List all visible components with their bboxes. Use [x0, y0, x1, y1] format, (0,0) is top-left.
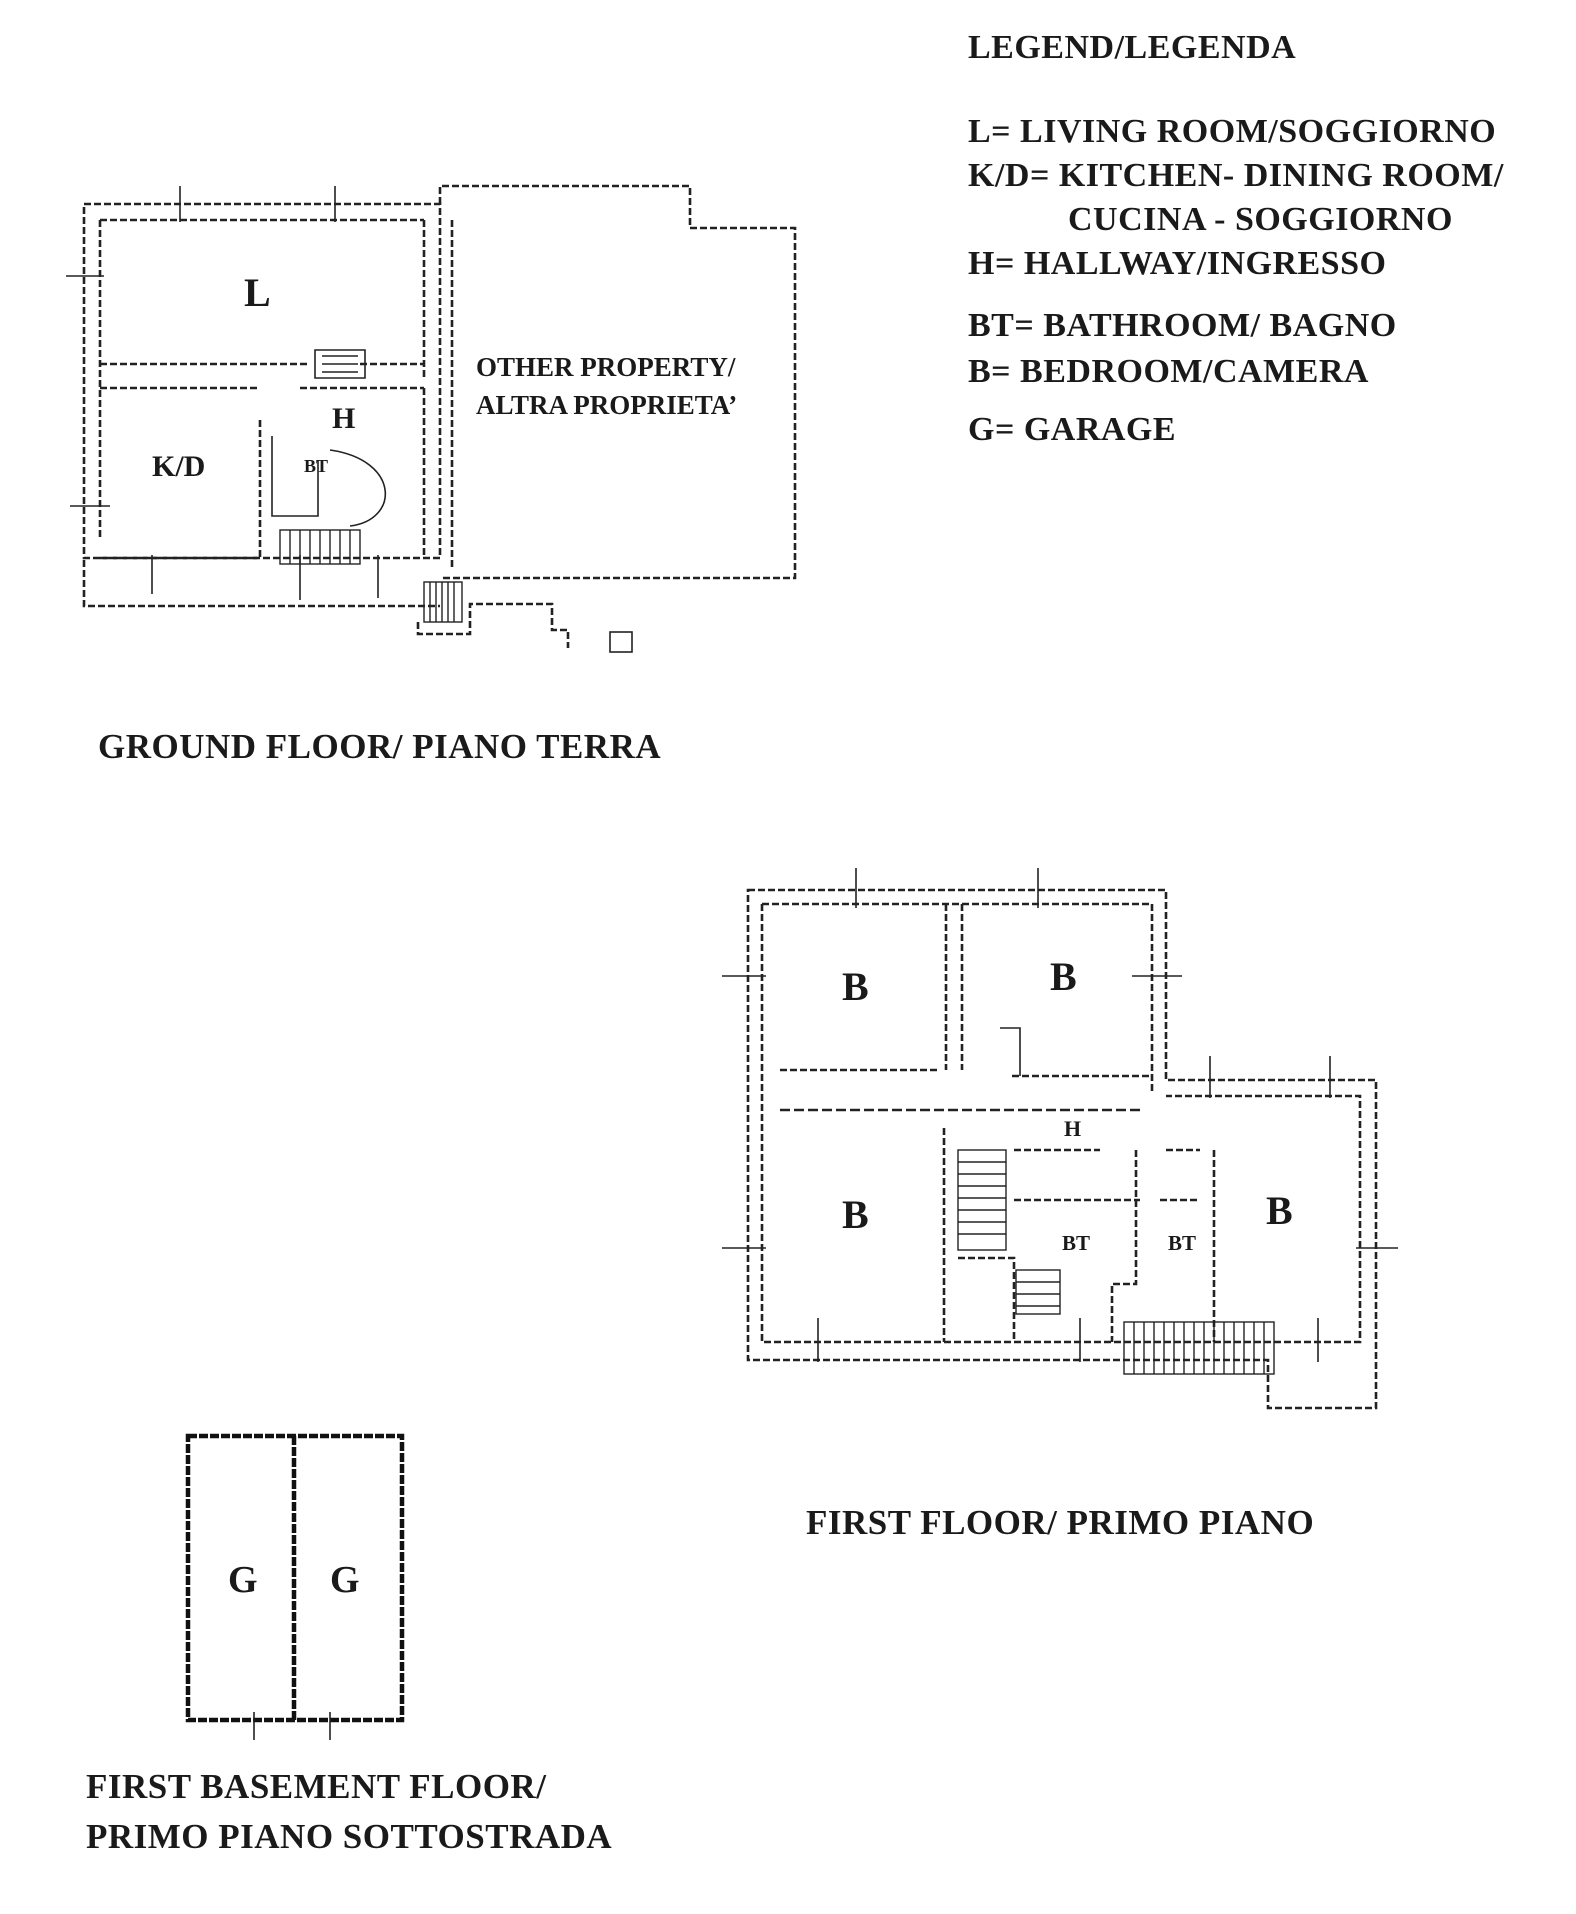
other-property-outline: [440, 186, 795, 578]
ground-outer-wall: [84, 204, 440, 558]
first-stair: [958, 1150, 1060, 1314]
ground-hall-label: H: [332, 402, 356, 435]
bath2-walls: [1160, 1150, 1200, 1200]
legend-item-garage: G= GARAGE: [968, 411, 1177, 448]
first-bedroom-top-right-label: B: [1050, 954, 1077, 999]
basement-title-line2: PRIMO PIANO SOTTOSTRADA: [86, 1817, 613, 1856]
first-bedroom-right-label: B: [1266, 1188, 1293, 1233]
other-property-label-line1: OTHER PROPERTY/: [476, 352, 736, 382]
ground-kitchen-label: K/D: [152, 450, 206, 483]
first-floor-plan: [722, 868, 1398, 1542]
bathroom-curve-wall: [330, 450, 385, 526]
first-inner-wall: [762, 904, 1152, 1092]
bathroom-wall: [272, 436, 318, 516]
legend-item-living: L= LIVING ROOM/SOGGIORNO: [968, 113, 1497, 150]
garage1-label: G: [228, 1559, 258, 1601]
first-floor-title: FIRST FLOOR/ PRIMO PIANO: [806, 1503, 1315, 1542]
bath-top-wall: [1014, 1150, 1140, 1200]
basement-title-line1: FIRST BASEMENT FLOOR/: [86, 1767, 547, 1806]
legend-item-kitchen-it: CUCINA - SOGGIORNO: [1068, 201, 1453, 238]
legend-title: LEGEND/LEGENDA: [968, 29, 1297, 66]
ground-window-marks: [66, 186, 378, 600]
basement-plan: [86, 1436, 612, 1856]
bedrooms-bottom-wall: [780, 1070, 1152, 1076]
basement-outer-wall: [188, 1436, 402, 1720]
ground-bath-label: BT: [304, 456, 329, 476]
first-entrance-steps: [1124, 1322, 1274, 1374]
ground-base-wall: [84, 560, 440, 606]
first-bedroom-bottom-left-label: B: [842, 1192, 869, 1237]
bath-divider: [1112, 1150, 1136, 1342]
ground-entrance-steps: [418, 582, 632, 652]
first-bedroom-top-left-label: B: [842, 964, 869, 1009]
fireplace: [315, 350, 365, 378]
first-hall-label: H: [1064, 1116, 1082, 1141]
garage2-label: G: [330, 1559, 360, 1601]
legend-item-bathroom: BT= BATHROOM/ BAGNO: [968, 307, 1397, 344]
ground-floor-title: GROUND FLOOR/ PIANO TERRA: [98, 727, 662, 766]
other-property-label-line2: ALTRA PROPRIETA’: [476, 390, 738, 420]
legend-item-kitchen: K/D= KITCHEN- DINING ROOM/: [968, 157, 1504, 194]
legend: [968, 29, 1504, 448]
first-bath1-label: BT: [1062, 1231, 1091, 1255]
first-bath2-label: BT: [1168, 1231, 1197, 1255]
stair-wall-2: [958, 1258, 1014, 1342]
closet-wall: [1000, 1028, 1020, 1076]
ground-living-label: L: [244, 270, 271, 315]
ground-floor-plan: [66, 186, 795, 766]
legend-item-bedroom: B= BEDROOM/CAMERA: [968, 353, 1369, 390]
legend-item-hallway: H= HALLWAY/INGRESSO: [968, 245, 1387, 282]
